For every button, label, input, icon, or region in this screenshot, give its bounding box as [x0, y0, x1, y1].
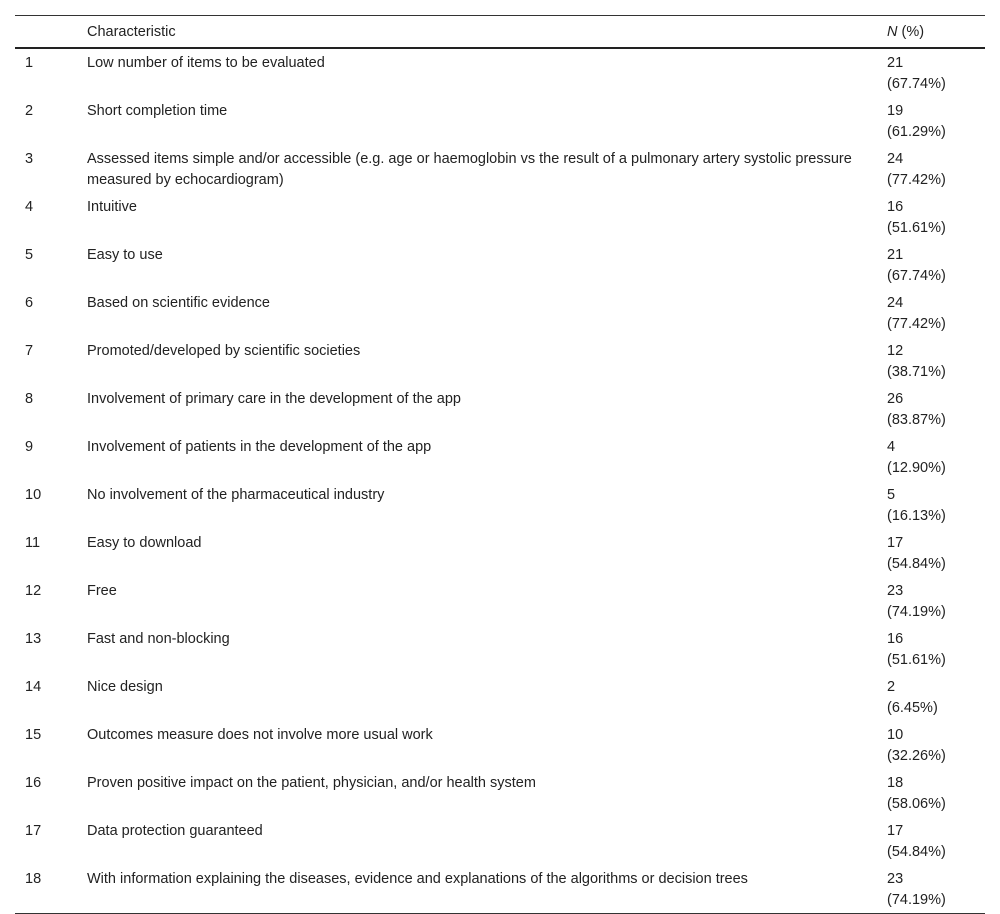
- row-characteristic: Involvement of patients in the development of the app: [87, 439, 432, 455]
- row-characteristic: Promoted/developed by scientific societies: [87, 343, 361, 359]
- row-number: 10: [25, 487, 42, 503]
- row-characteristic: Easy to use: [87, 247, 163, 263]
- row-number: 16: [25, 775, 42, 791]
- row-number: 4: [25, 199, 34, 215]
- row-n-value: 10: [887, 727, 904, 743]
- row-number: 12: [25, 583, 42, 599]
- header-n-percent: [877, 16, 985, 49]
- row-percent-value: (51.61%): [887, 652, 946, 668]
- row-n-value: 24: [887, 295, 904, 311]
- row-n-percent: [877, 241, 985, 289]
- row-number: 1: [25, 55, 34, 71]
- row-percent-value: (74.19%): [887, 892, 946, 908]
- row-n-percent: [877, 529, 985, 577]
- table-row: [15, 865, 985, 914]
- table-header: [15, 16, 985, 49]
- row-number: 11: [25, 535, 41, 551]
- row-percent-value: (74.19%): [887, 604, 946, 620]
- row-percent-value: (32.26%): [887, 748, 946, 764]
- row-number: 8: [25, 391, 34, 407]
- table-row: [15, 529, 985, 577]
- characteristics-table-container: [15, 15, 985, 914]
- row-number: 13: [25, 631, 42, 647]
- row-n-value: 18: [887, 775, 904, 791]
- row-number: 7: [25, 343, 34, 359]
- row-number: 9: [25, 439, 34, 455]
- header-n-suffix: (%): [897, 23, 925, 40]
- table-row: [15, 433, 985, 481]
- row-percent-value: (83.87%): [887, 412, 946, 428]
- table-row: [15, 673, 985, 721]
- row-n-value: 19: [887, 103, 904, 119]
- table-row: [15, 385, 985, 433]
- row-n-percent: [877, 337, 985, 385]
- row-n-value: 4: [887, 439, 896, 455]
- row-percent-value: (67.74%): [887, 268, 946, 284]
- row-n-value: 12: [887, 343, 904, 359]
- row-n-percent: [877, 145, 985, 193]
- table-row: [15, 337, 985, 385]
- row-characteristic: Proven positive impact on the patient, physician, and/or health system: [87, 775, 536, 791]
- table-row: [15, 481, 985, 529]
- row-percent-value: (12.90%): [887, 460, 946, 476]
- table-row: [15, 97, 985, 145]
- row-number: 17: [25, 823, 42, 839]
- row-n-percent: [877, 769, 985, 817]
- row-number: 18: [25, 871, 42, 887]
- row-percent-value: (38.71%): [887, 364, 946, 380]
- row-characteristic: Low number of items to be evaluated: [87, 55, 325, 71]
- row-number: 6: [25, 295, 34, 311]
- header-n-label: N: [887, 23, 898, 40]
- row-characteristic: Nice design: [87, 679, 163, 695]
- row-percent-value: (67.74%): [887, 76, 946, 92]
- row-percent-value: (16.13%): [887, 508, 946, 524]
- row-n-percent: [877, 721, 985, 769]
- row-percent-value: (58.06%): [887, 796, 946, 812]
- row-n-percent: [877, 193, 985, 241]
- row-n-percent: [877, 48, 985, 97]
- row-characteristic: Involvement of primary care in the development of the app: [87, 391, 461, 407]
- table-row: [15, 145, 985, 193]
- row-percent-value: (77.42%): [887, 316, 946, 332]
- row-characteristic: Intuitive: [87, 199, 137, 215]
- row-characteristic: With information explaining the diseases, evidence and explanations of the algorithms or decision trees: [87, 871, 748, 887]
- table-row: [15, 817, 985, 865]
- row-n-value: 17: [887, 535, 904, 551]
- table-row: [15, 625, 985, 673]
- row-number: 14: [25, 679, 42, 695]
- row-percent-value: (54.84%): [887, 844, 946, 860]
- row-n-percent: [877, 433, 985, 481]
- row-characteristic: Data protection guaranteed: [87, 823, 263, 839]
- row-n-percent: [877, 625, 985, 673]
- table-row: [15, 769, 985, 817]
- row-n-percent: [877, 817, 985, 865]
- row-n-value: 21: [887, 55, 904, 71]
- row-n-value: 26: [887, 391, 904, 407]
- table-row: [15, 289, 985, 337]
- row-characteristic: Assessed items simple and/or accessible (e.g. age or haemoglobin vs the result of a pulmonary artery systolic pressure measured by echocardiogram): [87, 151, 852, 188]
- row-n-percent: [877, 97, 985, 145]
- row-n-percent: [877, 289, 985, 337]
- row-characteristic: Outcomes measure does not involve more usual work: [87, 727, 433, 743]
- row-percent-value: (61.29%): [887, 124, 946, 140]
- characteristics-table: [15, 15, 985, 914]
- table-row: [15, 193, 985, 241]
- table-row: [15, 241, 985, 289]
- row-n-percent: [877, 673, 985, 721]
- row-characteristic: Free: [87, 583, 117, 599]
- table-row: [15, 48, 985, 97]
- row-number: 15: [25, 727, 42, 743]
- row-n-value: 23: [887, 871, 904, 887]
- row-n-value: 23: [887, 583, 904, 599]
- row-characteristic: Easy to download: [87, 535, 202, 551]
- row-n-percent: [877, 385, 985, 433]
- row-characteristic: Short completion time: [87, 103, 228, 119]
- row-characteristic: Fast and non-blocking: [87, 631, 230, 647]
- row-n-value: 5: [887, 487, 896, 503]
- row-n-value: 24: [887, 151, 904, 167]
- row-n-percent: [877, 577, 985, 625]
- row-number: 3: [25, 151, 34, 167]
- header-number: [15, 16, 77, 49]
- row-n-value: 16: [887, 631, 904, 647]
- row-n-percent: [877, 865, 985, 914]
- row-percent-value: (6.45%): [887, 700, 938, 716]
- row-n-percent: [877, 481, 985, 529]
- row-n-value: 21: [887, 247, 904, 263]
- table-row: [15, 721, 985, 769]
- row-percent-value: (77.42%): [887, 172, 946, 188]
- row-characteristic: Based on scientific evidence: [87, 295, 270, 311]
- header-row: [15, 16, 985, 49]
- row-percent-value: (54.84%): [887, 556, 946, 572]
- row-n-value: 17: [887, 823, 904, 839]
- header-characteristic: Characteristic: [87, 23, 176, 40]
- table-body: [15, 48, 985, 914]
- row-n-value: 2: [887, 679, 896, 695]
- row-characteristic: No involvement of the pharmaceutical industry: [87, 487, 385, 503]
- row-n-value: 16: [887, 199, 904, 215]
- table-row: [15, 577, 985, 625]
- row-percent-value: (51.61%): [887, 220, 946, 236]
- row-number: 5: [25, 247, 34, 263]
- row-number: 2: [25, 103, 34, 119]
